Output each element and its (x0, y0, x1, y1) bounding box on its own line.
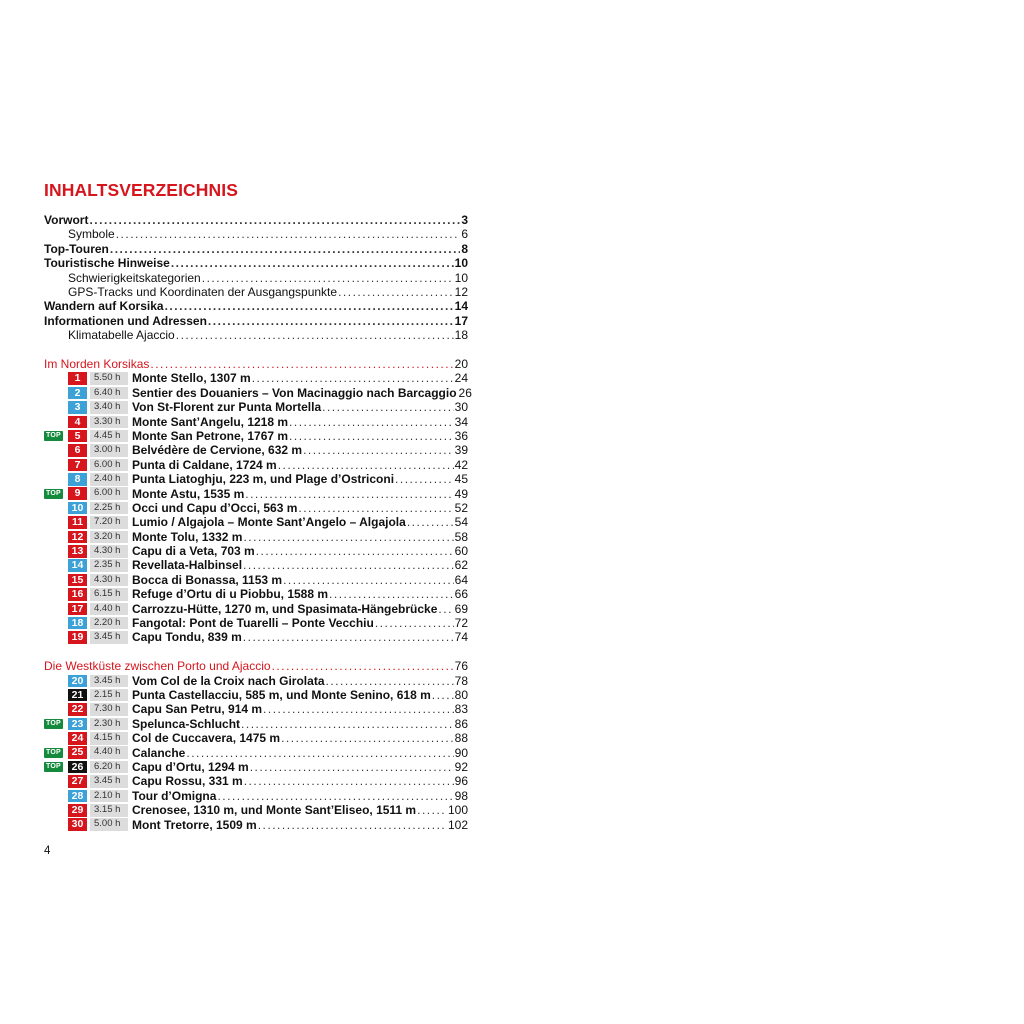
tour-number: 29 (68, 804, 87, 817)
tour-number: 20 (68, 675, 87, 688)
tour-entry[interactable] (44, 803, 468, 817)
page-ref: 96 (454, 774, 468, 789)
tour-time: 2.10 h (90, 790, 128, 803)
tour-time: 6.20 h (90, 761, 128, 774)
tour-time: 2.25 h (90, 502, 128, 515)
tour-number: 21 (68, 689, 87, 702)
tour-name: Bocca di Bonassa, 1153 m (132, 572, 283, 587)
tour-number: 2 (68, 387, 87, 400)
front-matter-label: Vorwort (44, 213, 89, 227)
tour-name: Col de Cuccavera, 1475 m (132, 731, 281, 746)
tour-name: Sentier des Douaniers – Von Macinaggio nach Barcaggio (132, 385, 457, 400)
top-badge: TOP (46, 489, 61, 497)
leader-dots (263, 702, 454, 716)
page-ref: 18 (454, 328, 468, 343)
top-slot (44, 431, 68, 441)
tour-number: 26 (68, 761, 87, 774)
tour-time: 2.30 h (90, 718, 128, 731)
page-ref: 24 (454, 371, 468, 386)
front-matter-item[interactable] (44, 299, 468, 313)
top-slot (44, 748, 68, 758)
leader-dots (338, 285, 454, 299)
tour-time: 6.40 h (90, 387, 128, 400)
leader-dots (256, 544, 454, 558)
page-ref: 30 (454, 400, 468, 415)
front-matter-item[interactable] (44, 213, 468, 227)
tour-name: Occi und Capu d’Occi, 563 m (132, 500, 298, 515)
front-matter-item[interactable] (44, 328, 468, 342)
leader-dots (241, 717, 454, 731)
tour-time: 3.20 h (90, 531, 128, 544)
tour-number: 5 (68, 430, 87, 443)
tour-entry[interactable] (44, 515, 468, 529)
page-ref: 102 (447, 817, 468, 832)
top-badge: TOP (46, 748, 61, 756)
tour-entry[interactable] (44, 731, 468, 745)
right-page (512, 0, 1024, 1024)
tour-name: Carrozzu-Hütte, 1270 m, und Spasimata-Hängebrücke (132, 601, 438, 616)
tour-time: 3.00 h (90, 444, 128, 457)
page-ref: 49 (454, 486, 468, 501)
tour-number: 19 (68, 631, 87, 644)
leader-dots (395, 472, 454, 486)
page-ref: 74 (454, 630, 468, 645)
page-ref: 92 (454, 759, 468, 774)
page-ref: 26 (458, 385, 472, 400)
front-matter-label: Informationen und Adressen (44, 313, 207, 328)
tour-entry[interactable] (44, 674, 468, 688)
page-ref: 90 (454, 745, 468, 760)
tour-entry[interactable] (44, 429, 468, 443)
tour-entry[interactable] (44, 487, 468, 501)
tour-name: Belvédère de Cervione, 632 m (132, 443, 303, 458)
tour-entry[interactable] (44, 760, 468, 774)
page-ref: 62 (454, 558, 468, 573)
tour-number: 10 (68, 502, 87, 515)
tour-number: 16 (68, 588, 87, 601)
tour-number: 11 (68, 516, 87, 529)
section-heading[interactable] (44, 659, 468, 673)
page-ref: 88 (454, 731, 468, 746)
page-number-left: 4 (44, 845, 51, 857)
tour-time: 3.45 h (90, 775, 128, 788)
page-ref: 14 (454, 299, 468, 314)
leader-dots (289, 429, 454, 443)
leader-dots (202, 271, 454, 285)
leader-dots (243, 558, 454, 572)
tour-number: 23 (68, 718, 87, 731)
tour-number: 24 (68, 732, 87, 745)
tour-number: 12 (68, 531, 87, 544)
tour-time: 2.15 h (90, 689, 128, 702)
front-matter-label: Wandern auf Korsika (44, 299, 164, 314)
tour-name: Lumio / Algajola – Monte Sant’Angelo – Algajola (132, 515, 406, 530)
leader-dots (283, 573, 454, 587)
tour-number: 6 (68, 444, 87, 457)
page-ref: 64 (454, 572, 468, 587)
tour-entry[interactable] (44, 530, 468, 544)
tour-name: Tour d’Omigna (132, 788, 217, 803)
front-matter-label: Touristische Hinweise (44, 256, 170, 271)
leader-dots (329, 587, 454, 601)
page-ref: 60 (454, 544, 468, 559)
page-ref: 76 (454, 659, 468, 674)
tour-entry[interactable] (44, 385, 472, 400)
tour-number: 1 (68, 372, 87, 385)
tour-name: Monte Stello, 1307 m (132, 371, 251, 386)
leader-dots (303, 443, 454, 457)
tour-time: 3.40 h (90, 401, 128, 414)
tour-name: Punta di Caldane, 1724 m (132, 457, 277, 472)
tour-number: 9 (68, 487, 87, 500)
page-ref: 8 (461, 241, 468, 256)
tour-time: 2.35 h (90, 559, 128, 572)
tour-number: 4 (68, 416, 87, 429)
tour-name: Von St-Florent zur Punta Mortella (132, 400, 322, 415)
section-gap (44, 645, 468, 659)
tour-time: 7.30 h (90, 703, 128, 716)
tour-name: Punta Castellacciu, 585 m, und Monte Senino, 618 m (132, 687, 431, 702)
front-matter-label: Klimatabelle Ajaccio (68, 328, 175, 343)
tour-time: 2.40 h (90, 473, 128, 486)
tour-entry[interactable] (44, 544, 468, 558)
leader-dots (243, 530, 453, 544)
tour-entry[interactable] (44, 774, 468, 788)
tour-name: Monte Tolu, 1332 m (132, 529, 243, 544)
tour-number: 14 (68, 559, 87, 572)
page-ref: 98 (454, 788, 468, 803)
tour-name: Capu di a Veta, 703 m (132, 544, 255, 559)
leader-dots (116, 227, 461, 241)
top-badge: TOP (46, 719, 61, 727)
leader-dots (171, 256, 454, 270)
tour-number: 18 (68, 617, 87, 630)
tour-entry[interactable] (44, 818, 468, 832)
tour-entry[interactable] (44, 443, 468, 457)
section-label: Die Westküste zwischen Porto und Ajaccio (44, 659, 271, 674)
tour-entry[interactable] (44, 573, 468, 587)
leader-dots (176, 328, 454, 342)
page-ref: 58 (454, 529, 468, 544)
tour-name: Capu Rossu, 331 m (132, 774, 243, 789)
front-matter-label: Schwierigkeitskategorien (68, 270, 201, 285)
leader-dots (289, 415, 454, 429)
tour-time: 2.20 h (90, 617, 128, 630)
leader-dots (326, 674, 454, 688)
tour-name: Spelunca-Schlucht (132, 716, 241, 731)
tour-name: Crenosee, 1310 m, und Monte Sant’Eliseo, 1511 m (132, 803, 417, 818)
tour-time: 4.15 h (90, 732, 128, 745)
tour-name: Refuge d’Ortu di u Piobbu, 1588 m (132, 587, 329, 602)
leader-dots (186, 746, 453, 760)
leader-dots (438, 602, 453, 616)
page-ref: 69 (454, 601, 468, 616)
tour-entry[interactable] (44, 688, 468, 702)
section-heading[interactable] (44, 357, 468, 371)
leader-dots (281, 731, 454, 745)
tour-time: 4.30 h (90, 574, 128, 587)
tour-entry[interactable] (44, 458, 468, 472)
tour-time: 6.15 h (90, 588, 128, 601)
page-ref: 10 (454, 270, 468, 285)
top-slot (44, 489, 68, 499)
tour-name: Capu San Petru, 914 m (132, 702, 263, 717)
tour-name: Fangotal: Pont de Tuarelli – Ponte Vecchiu (132, 616, 374, 631)
leader-dots (244, 774, 454, 788)
leader-dots (245, 487, 453, 501)
toc-title: INHALTSVERZEICHNIS (44, 180, 238, 200)
tour-number: 30 (68, 818, 87, 831)
page-ref: 6 (461, 227, 468, 242)
top-badge: TOP (46, 763, 61, 771)
leader-dots (272, 659, 454, 673)
tour-time: 7.20 h (90, 516, 128, 529)
top-slot (44, 762, 68, 772)
tour-number: 13 (68, 545, 87, 558)
tour-entry[interactable] (44, 746, 468, 760)
leader-dots (165, 299, 454, 313)
top-slot (44, 719, 68, 729)
page-ref: 3 (461, 213, 468, 227)
leader-dots (417, 803, 447, 817)
tour-name: Mont Tretorre, 1509 m (132, 817, 257, 832)
tour-entry[interactable] (44, 789, 468, 803)
tour-time: 4.45 h (90, 430, 128, 443)
page-ref: 83 (454, 702, 468, 717)
page-ref: 45 (454, 472, 468, 487)
page-ref: 80 (454, 687, 468, 702)
tour-time: 6.00 h (90, 487, 128, 500)
page-ref: 100 (447, 803, 468, 818)
tour-entry[interactable] (44, 630, 468, 644)
page-ref: 20 (454, 357, 468, 371)
tour-name: Punta Liatoghju, 223 m, und Plage d’Ostriconi (132, 472, 395, 487)
front-matter-item[interactable] (44, 285, 468, 299)
tour-time: 6.00 h (90, 459, 128, 472)
page-ref: 17 (454, 313, 468, 328)
tour-time: 5.00 h (90, 818, 128, 831)
leader-dots (150, 357, 453, 371)
front-matter-label: Top-Touren (44, 241, 109, 256)
tour-name: Monte Astu, 1535 m (132, 486, 245, 501)
leader-dots (298, 501, 453, 515)
page-ref: 12 (454, 284, 468, 299)
tour-number: 22 (68, 703, 87, 716)
tour-entry[interactable] (44, 558, 468, 572)
tour-time: 4.40 h (90, 746, 128, 759)
leader-dots (258, 818, 447, 832)
tour-time: 3.45 h (90, 675, 128, 688)
tour-entry[interactable] (44, 400, 468, 414)
leader-dots (89, 213, 460, 227)
leader-dots (110, 242, 460, 256)
tour-entry[interactable] (44, 717, 468, 731)
leader-dots (243, 630, 454, 644)
front-matter-label: GPS-Tracks und Koordinaten der Ausgangspunkte (68, 284, 338, 299)
leader-dots (375, 616, 454, 630)
leader-dots (217, 789, 453, 803)
tour-entry[interactable] (44, 472, 468, 486)
tour-number: 28 (68, 790, 87, 803)
tour-name: Capu d’Ortu, 1294 m (132, 759, 249, 774)
page-ref: 66 (454, 587, 468, 602)
page-ref: 34 (454, 414, 468, 429)
page-ref: 36 (454, 428, 468, 443)
tour-name: Revellata-Halbinsel (132, 558, 243, 573)
page-ref: 78 (454, 673, 468, 688)
front-matter-list (44, 213, 468, 343)
tour-number: 15 (68, 574, 87, 587)
top-badge: TOP (46, 432, 61, 440)
front-matter-item[interactable] (44, 256, 468, 270)
leader-dots (208, 314, 454, 328)
tour-number: 8 (68, 473, 87, 486)
tour-number: 27 (68, 775, 87, 788)
tour-time: 4.40 h (90, 603, 128, 616)
front-matter-label: Symbole (68, 227, 115, 242)
tour-list-left (44, 357, 472, 832)
tour-time: 3.15 h (90, 804, 128, 817)
tour-entry[interactable] (44, 616, 468, 630)
front-matter-item[interactable] (44, 227, 468, 241)
tour-name: Capu Tondu, 839 m (132, 630, 242, 645)
page-ref: 10 (454, 256, 468, 271)
leader-dots (407, 515, 454, 529)
leader-dots (322, 400, 454, 414)
tour-entry[interactable] (44, 702, 468, 716)
page-ref: 72 (454, 616, 468, 631)
tour-entry[interactable] (44, 587, 468, 601)
page-ref: 39 (454, 443, 468, 458)
tour-name: Monte Sant’Angelu, 1218 m (132, 414, 289, 429)
page-ref: 42 (454, 457, 468, 472)
page-ref: 86 (454, 716, 468, 731)
tour-name: Calanche (132, 745, 186, 760)
section-label: Im Norden Korsikas (44, 357, 150, 371)
tour-time: 3.45 h (90, 631, 128, 644)
front-matter-item[interactable] (44, 242, 468, 256)
leader-dots (250, 760, 454, 774)
leader-dots (278, 458, 454, 472)
tour-time: 5.50 h (90, 372, 128, 385)
leader-dots (252, 371, 454, 385)
tour-number: 7 (68, 459, 87, 472)
tour-entry[interactable] (44, 371, 468, 385)
tour-entry[interactable] (44, 501, 468, 515)
tour-time: 4.30 h (90, 545, 128, 558)
tour-number: 25 (68, 746, 87, 759)
tour-number: 3 (68, 401, 87, 414)
tour-name: Monte San Petrone, 1767 m (132, 428, 289, 443)
leader-dots (432, 688, 454, 702)
tour-entry[interactable] (44, 602, 468, 616)
tour-entry[interactable] (44, 415, 468, 429)
tour-time: 3.30 h (90, 416, 128, 429)
page-ref: 54 (454, 515, 468, 530)
tour-number: 17 (68, 603, 87, 616)
front-matter-item[interactable] (44, 314, 468, 328)
front-matter-item[interactable] (44, 271, 468, 285)
page-ref: 52 (454, 500, 468, 515)
tour-name: Vom Col de la Croix nach Girolata (132, 673, 325, 688)
